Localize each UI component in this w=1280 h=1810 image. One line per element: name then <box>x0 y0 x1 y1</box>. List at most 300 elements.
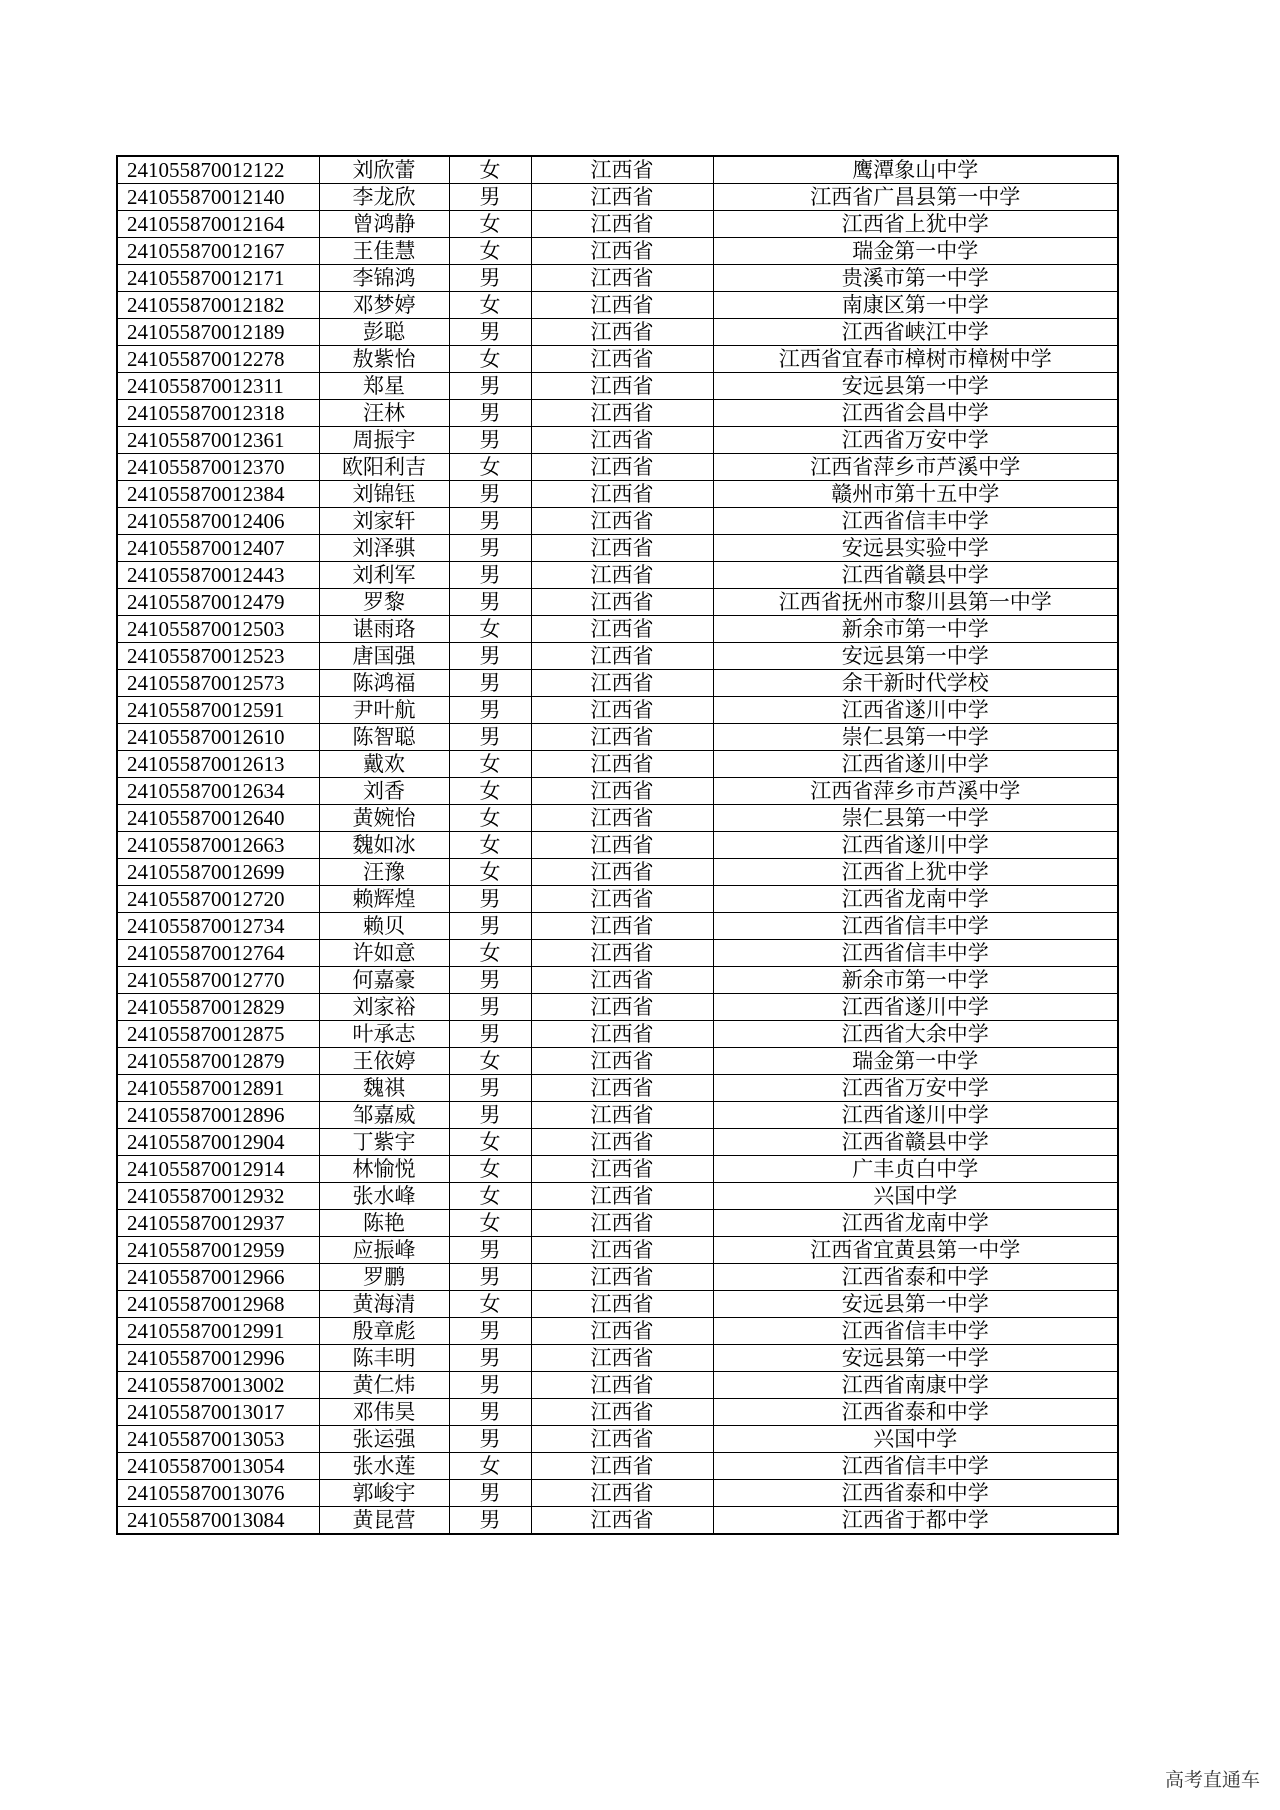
exam-id-cell: 241055870012904 <box>117 1129 319 1156</box>
province-cell: 江西省 <box>531 1345 713 1372</box>
table-row <box>117 292 1118 319</box>
gender-cell: 男 <box>449 886 531 913</box>
province-cell: 江西省 <box>531 508 713 535</box>
name-cell: 郑星 <box>319 373 449 400</box>
province-cell: 江西省 <box>531 1075 713 1102</box>
school-cell: 兴国中学 <box>713 1183 1118 1210</box>
province-cell: 江西省 <box>531 697 713 724</box>
school-cell: 安远县第一中学 <box>713 1345 1118 1372</box>
school-cell: 新余市第一中学 <box>713 616 1118 643</box>
name-cell: 邓梦婷 <box>319 292 449 319</box>
name-cell: 黄婉怡 <box>319 805 449 832</box>
table-row <box>117 1129 1118 1156</box>
table-row <box>117 994 1118 1021</box>
table-row <box>117 1075 1118 1102</box>
exam-id-cell: 241055870012968 <box>117 1291 319 1318</box>
name-cell: 郭峻宇 <box>319 1480 449 1507</box>
province-cell: 江西省 <box>531 346 713 373</box>
province-cell: 江西省 <box>531 1129 713 1156</box>
province-cell: 江西省 <box>531 156 713 184</box>
gender-cell: 女 <box>449 1183 531 1210</box>
gender-cell: 女 <box>449 778 531 805</box>
name-cell: 汪豫 <box>319 859 449 886</box>
gender-cell: 女 <box>449 454 531 481</box>
school-cell: 江西省信丰中学 <box>713 940 1118 967</box>
table-row <box>117 697 1118 724</box>
name-cell: 邹嘉威 <box>319 1102 449 1129</box>
school-cell: 南康区第一中学 <box>713 292 1118 319</box>
gender-cell: 男 <box>449 562 531 589</box>
gender-cell: 男 <box>449 319 531 346</box>
name-cell: 张运强 <box>319 1426 449 1453</box>
province-cell: 江西省 <box>531 913 713 940</box>
exam-id-cell: 241055870012875 <box>117 1021 319 1048</box>
table-row <box>117 1183 1118 1210</box>
gender-cell: 男 <box>449 1237 531 1264</box>
gender-cell: 男 <box>449 670 531 697</box>
gender-cell: 男 <box>449 967 531 994</box>
province-cell: 江西省 <box>531 1183 713 1210</box>
province-cell: 江西省 <box>531 778 713 805</box>
school-cell: 江西省泰和中学 <box>713 1480 1118 1507</box>
exam-id-cell: 241055870012370 <box>117 454 319 481</box>
school-cell: 广丰贞白中学 <box>713 1156 1118 1183</box>
name-cell: 黄海清 <box>319 1291 449 1318</box>
name-cell: 周振宇 <box>319 427 449 454</box>
watermark-text: 高考直通车 <box>1164 1769 1260 1791</box>
gender-cell: 男 <box>449 697 531 724</box>
gender-cell: 女 <box>449 1129 531 1156</box>
exam-id-cell: 241055870013076 <box>117 1480 319 1507</box>
exam-id-cell: 241055870012959 <box>117 1237 319 1264</box>
province-cell: 江西省 <box>531 805 713 832</box>
province-cell: 江西省 <box>531 589 713 616</box>
school-cell: 江西省峡江中学 <box>713 319 1118 346</box>
province-cell: 江西省 <box>531 1102 713 1129</box>
gender-cell: 男 <box>449 1021 531 1048</box>
school-cell: 安远县第一中学 <box>713 643 1118 670</box>
name-cell: 邓伟昊 <box>319 1399 449 1426</box>
name-cell: 刘家轩 <box>319 508 449 535</box>
table-row <box>117 832 1118 859</box>
name-cell: 唐国强 <box>319 643 449 670</box>
table-row <box>117 156 1118 184</box>
exam-id-cell: 241055870012734 <box>117 913 319 940</box>
school-cell: 江西省大余中学 <box>713 1021 1118 1048</box>
gender-cell: 男 <box>449 1102 531 1129</box>
name-cell: 彭聪 <box>319 319 449 346</box>
name-cell: 张水峰 <box>319 1183 449 1210</box>
school-cell: 江西省遂川中学 <box>713 832 1118 859</box>
table-row <box>117 1507 1118 1535</box>
gender-cell: 男 <box>449 373 531 400</box>
province-cell: 江西省 <box>531 643 713 670</box>
gender-cell: 男 <box>449 1345 531 1372</box>
province-cell: 江西省 <box>531 832 713 859</box>
exam-id-cell: 241055870013002 <box>117 1372 319 1399</box>
province-cell: 江西省 <box>531 454 713 481</box>
school-cell: 江西省遂川中学 <box>713 994 1118 1021</box>
name-cell: 刘香 <box>319 778 449 805</box>
school-cell: 江西省信丰中学 <box>713 1318 1118 1345</box>
school-cell: 江西省萍乡市芦溪中学 <box>713 778 1118 805</box>
exam-id-cell: 241055870012443 <box>117 562 319 589</box>
name-cell: 黄昆营 <box>319 1507 449 1535</box>
school-cell: 崇仁县第一中学 <box>713 805 1118 832</box>
exam-id-cell: 241055870013017 <box>117 1399 319 1426</box>
name-cell: 张水莲 <box>319 1453 449 1480</box>
table-row <box>117 508 1118 535</box>
name-cell: 林愉悦 <box>319 1156 449 1183</box>
school-cell: 崇仁县第一中学 <box>713 724 1118 751</box>
name-cell: 陈艳 <box>319 1210 449 1237</box>
province-cell: 江西省 <box>531 427 713 454</box>
table-row <box>117 535 1118 562</box>
table-row <box>117 427 1118 454</box>
gender-cell: 女 <box>449 156 531 184</box>
name-cell: 汪林 <box>319 400 449 427</box>
name-cell: 李龙欣 <box>319 184 449 211</box>
exam-id-cell: 241055870012384 <box>117 481 319 508</box>
province-cell: 江西省 <box>531 238 713 265</box>
table-row <box>117 1318 1118 1345</box>
gender-cell: 女 <box>449 1453 531 1480</box>
name-cell: 陈丰明 <box>319 1345 449 1372</box>
school-cell: 江西省抚州市黎川县第一中学 <box>713 589 1118 616</box>
gender-cell: 男 <box>449 535 531 562</box>
school-cell: 江西省遂川中学 <box>713 1102 1118 1129</box>
exam-id-cell: 241055870012171 <box>117 265 319 292</box>
gender-cell: 男 <box>449 1480 531 1507</box>
school-cell: 江西省泰和中学 <box>713 1264 1118 1291</box>
gender-cell: 男 <box>449 1264 531 1291</box>
exam-id-cell: 241055870012663 <box>117 832 319 859</box>
table-row <box>117 751 1118 778</box>
province-cell: 江西省 <box>531 994 713 1021</box>
school-cell: 江西省泰和中学 <box>713 1399 1118 1426</box>
exam-id-cell: 241055870012278 <box>117 346 319 373</box>
gender-cell: 男 <box>449 1318 531 1345</box>
school-cell: 江西省上犹中学 <box>713 211 1118 238</box>
province-cell: 江西省 <box>531 1318 713 1345</box>
table-row <box>117 184 1118 211</box>
gender-cell: 女 <box>449 238 531 265</box>
school-cell: 江西省宜春市樟树市樟树中学 <box>713 346 1118 373</box>
gender-cell: 女 <box>449 292 531 319</box>
exam-id-cell: 241055870012167 <box>117 238 319 265</box>
gender-cell: 男 <box>449 643 531 670</box>
exam-id-cell: 241055870012966 <box>117 1264 319 1291</box>
province-cell: 江西省 <box>531 1426 713 1453</box>
table-row <box>117 859 1118 886</box>
gender-cell: 男 <box>449 508 531 535</box>
name-cell: 刘利军 <box>319 562 449 589</box>
province-cell: 江西省 <box>531 184 713 211</box>
exam-id-cell: 241055870013084 <box>117 1507 319 1535</box>
gender-cell: 女 <box>449 1291 531 1318</box>
table-row <box>117 1102 1118 1129</box>
name-cell: 敖紫怡 <box>319 346 449 373</box>
province-cell: 江西省 <box>531 1291 713 1318</box>
school-cell: 贵溪市第一中学 <box>713 265 1118 292</box>
table-row <box>117 346 1118 373</box>
province-cell: 江西省 <box>531 562 713 589</box>
gender-cell: 女 <box>449 346 531 373</box>
name-cell: 王依婷 <box>319 1048 449 1075</box>
name-cell: 尹叶航 <box>319 697 449 724</box>
province-cell: 江西省 <box>531 751 713 778</box>
school-cell: 江西省信丰中学 <box>713 508 1118 535</box>
gender-cell: 男 <box>449 1372 531 1399</box>
province-cell: 江西省 <box>531 616 713 643</box>
exam-id-cell: 241055870012361 <box>117 427 319 454</box>
name-cell: 黄仁炜 <box>319 1372 449 1399</box>
exam-id-cell: 241055870012182 <box>117 292 319 319</box>
table-row <box>117 238 1118 265</box>
school-cell: 江西省于都中学 <box>713 1507 1118 1535</box>
gender-cell: 男 <box>449 1507 531 1535</box>
exam-id-cell: 241055870012122 <box>117 156 319 184</box>
province-cell: 江西省 <box>531 481 713 508</box>
exam-id-cell: 241055870012479 <box>117 589 319 616</box>
school-cell: 安远县第一中学 <box>713 373 1118 400</box>
gender-cell: 男 <box>449 589 531 616</box>
province-cell: 江西省 <box>531 319 713 346</box>
school-cell: 江西省遂川中学 <box>713 751 1118 778</box>
name-cell: 何嘉豪 <box>319 967 449 994</box>
table-row <box>117 1372 1118 1399</box>
gender-cell: 男 <box>449 481 531 508</box>
gender-cell: 男 <box>449 913 531 940</box>
table-row <box>117 1480 1118 1507</box>
exam-id-cell: 241055870012610 <box>117 724 319 751</box>
school-cell: 安远县实验中学 <box>713 535 1118 562</box>
gender-cell: 男 <box>449 1426 531 1453</box>
school-cell: 江西省赣县中学 <box>713 1129 1118 1156</box>
exam-id-cell: 241055870012164 <box>117 211 319 238</box>
province-cell: 江西省 <box>531 859 713 886</box>
table-row <box>117 1426 1118 1453</box>
table-row <box>117 1399 1118 1426</box>
name-cell: 丁紫宇 <box>319 1129 449 1156</box>
table-row <box>117 940 1118 967</box>
name-cell: 赖辉煌 <box>319 886 449 913</box>
province-cell: 江西省 <box>531 400 713 427</box>
province-cell: 江西省 <box>531 967 713 994</box>
table-row <box>117 265 1118 292</box>
exam-id-cell: 241055870012720 <box>117 886 319 913</box>
table-row <box>117 724 1118 751</box>
table-row <box>117 454 1118 481</box>
school-cell: 江西省南康中学 <box>713 1372 1118 1399</box>
school-cell: 鹰潭象山中学 <box>713 156 1118 184</box>
name-cell: 曾鸿静 <box>319 211 449 238</box>
province-cell: 江西省 <box>531 1237 713 1264</box>
gender-cell: 女 <box>449 1048 531 1075</box>
exam-id-cell: 241055870012937 <box>117 1210 319 1237</box>
name-cell: 应振峰 <box>319 1237 449 1264</box>
gender-cell: 女 <box>449 211 531 238</box>
exam-id-cell: 241055870012896 <box>117 1102 319 1129</box>
school-cell: 江西省万安中学 <box>713 427 1118 454</box>
province-cell: 江西省 <box>531 1372 713 1399</box>
province-cell: 江西省 <box>531 724 713 751</box>
table-row <box>117 373 1118 400</box>
table-row <box>117 319 1118 346</box>
exam-id-cell: 241055870012914 <box>117 1156 319 1183</box>
table-row <box>117 481 1118 508</box>
table-row <box>117 805 1118 832</box>
gender-cell: 男 <box>449 184 531 211</box>
school-cell: 新余市第一中学 <box>713 967 1118 994</box>
gender-cell: 女 <box>449 832 531 859</box>
exam-id-cell: 241055870012406 <box>117 508 319 535</box>
name-cell: 谌雨珞 <box>319 616 449 643</box>
name-cell: 魏如冰 <box>319 832 449 859</box>
exam-id-cell: 241055870012879 <box>117 1048 319 1075</box>
gender-cell: 女 <box>449 616 531 643</box>
exam-id-cell: 241055870012407 <box>117 535 319 562</box>
exam-id-cell: 241055870012523 <box>117 643 319 670</box>
school-cell: 瑞金第一中学 <box>713 1048 1118 1075</box>
name-cell: 罗鹏 <box>319 1264 449 1291</box>
name-cell: 叶承志 <box>319 1021 449 1048</box>
table-row <box>117 562 1118 589</box>
school-cell: 江西省赣县中学 <box>713 562 1118 589</box>
gender-cell: 男 <box>449 1075 531 1102</box>
province-cell: 江西省 <box>531 1480 713 1507</box>
province-cell: 江西省 <box>531 211 713 238</box>
province-cell: 江西省 <box>531 373 713 400</box>
school-cell: 瑞金第一中学 <box>713 238 1118 265</box>
name-cell: 赖贝 <box>319 913 449 940</box>
province-cell: 江西省 <box>531 1156 713 1183</box>
school-cell: 江西省广昌县第一中学 <box>713 184 1118 211</box>
school-cell: 江西省龙南中学 <box>713 1210 1118 1237</box>
name-cell: 王佳慧 <box>319 238 449 265</box>
table-row <box>117 643 1118 670</box>
province-cell: 江西省 <box>531 292 713 319</box>
school-cell: 江西省会昌中学 <box>713 400 1118 427</box>
gender-cell: 女 <box>449 940 531 967</box>
exam-id-cell: 241055870012318 <box>117 400 319 427</box>
table-row <box>117 1048 1118 1075</box>
table-row <box>117 886 1118 913</box>
province-cell: 江西省 <box>531 1453 713 1480</box>
gender-cell: 女 <box>449 1156 531 1183</box>
name-cell: 欧阳利吉 <box>319 454 449 481</box>
exam-id-cell: 241055870012573 <box>117 670 319 697</box>
exam-id-cell: 241055870012613 <box>117 751 319 778</box>
roster-body <box>117 156 1118 1534</box>
province-cell: 江西省 <box>531 1399 713 1426</box>
exam-id-cell: 241055870012591 <box>117 697 319 724</box>
name-cell: 殷章彪 <box>319 1318 449 1345</box>
province-cell: 江西省 <box>531 1048 713 1075</box>
table-row <box>117 1291 1118 1318</box>
exam-id-cell: 241055870012891 <box>117 1075 319 1102</box>
school-cell: 赣州市第十五中学 <box>713 481 1118 508</box>
name-cell: 戴欢 <box>319 751 449 778</box>
school-cell: 江西省龙南中学 <box>713 886 1118 913</box>
table-row <box>117 211 1118 238</box>
gender-cell: 女 <box>449 859 531 886</box>
table-row <box>117 400 1118 427</box>
exam-id-cell: 241055870012770 <box>117 967 319 994</box>
province-cell: 江西省 <box>531 1210 713 1237</box>
school-cell: 江西省上犹中学 <box>713 859 1118 886</box>
table-row <box>117 589 1118 616</box>
province-cell: 江西省 <box>531 1264 713 1291</box>
exam-id-cell: 241055870012764 <box>117 940 319 967</box>
school-cell: 安远县第一中学 <box>713 1291 1118 1318</box>
exam-id-cell: 241055870013054 <box>117 1453 319 1480</box>
table-row <box>117 1453 1118 1480</box>
school-cell: 江西省宜黄县第一中学 <box>713 1237 1118 1264</box>
name-cell: 陈智聪 <box>319 724 449 751</box>
name-cell: 魏祺 <box>319 1075 449 1102</box>
exam-id-cell: 241055870012996 <box>117 1345 319 1372</box>
name-cell: 李锦鸿 <box>319 265 449 292</box>
table-row <box>117 1237 1118 1264</box>
exam-id-cell: 241055870012311 <box>117 373 319 400</box>
province-cell: 江西省 <box>531 1507 713 1535</box>
name-cell: 刘欣蕾 <box>319 156 449 184</box>
gender-cell: 男 <box>449 994 531 1021</box>
province-cell: 江西省 <box>531 670 713 697</box>
name-cell: 罗黎 <box>319 589 449 616</box>
exam-id-cell: 241055870012932 <box>117 1183 319 1210</box>
name-cell: 刘泽骐 <box>319 535 449 562</box>
name-cell: 许如意 <box>319 940 449 967</box>
exam-id-cell: 241055870012634 <box>117 778 319 805</box>
province-cell: 江西省 <box>531 886 713 913</box>
province-cell: 江西省 <box>531 535 713 562</box>
gender-cell: 男 <box>449 1399 531 1426</box>
gender-cell: 男 <box>449 400 531 427</box>
province-cell: 江西省 <box>531 265 713 292</box>
school-cell: 余干新时代学校 <box>713 670 1118 697</box>
table-row <box>117 1156 1118 1183</box>
gender-cell: 男 <box>449 265 531 292</box>
table-row <box>117 778 1118 805</box>
exam-id-cell: 241055870012189 <box>117 319 319 346</box>
gender-cell: 男 <box>449 724 531 751</box>
school-cell: 兴国中学 <box>713 1426 1118 1453</box>
exam-id-cell: 241055870012640 <box>117 805 319 832</box>
school-cell: 江西省信丰中学 <box>713 913 1118 940</box>
exam-id-cell: 241055870012699 <box>117 859 319 886</box>
table-row <box>117 1210 1118 1237</box>
exam-id-cell: 241055870012140 <box>117 184 319 211</box>
table-row <box>117 913 1118 940</box>
school-cell: 江西省萍乡市芦溪中学 <box>713 454 1118 481</box>
gender-cell: 男 <box>449 427 531 454</box>
exam-id-cell: 241055870012991 <box>117 1318 319 1345</box>
table-row <box>117 616 1118 643</box>
table-row <box>117 1021 1118 1048</box>
exam-id-cell: 241055870012829 <box>117 994 319 1021</box>
exam-id-cell: 241055870013053 <box>117 1426 319 1453</box>
name-cell: 刘家裕 <box>319 994 449 1021</box>
exam-id-cell: 241055870012503 <box>117 616 319 643</box>
name-cell: 陈鸿福 <box>319 670 449 697</box>
province-cell: 江西省 <box>531 1021 713 1048</box>
school-cell: 江西省万安中学 <box>713 1075 1118 1102</box>
name-cell: 刘锦钰 <box>319 481 449 508</box>
gender-cell: 女 <box>449 1210 531 1237</box>
gender-cell: 女 <box>449 751 531 778</box>
